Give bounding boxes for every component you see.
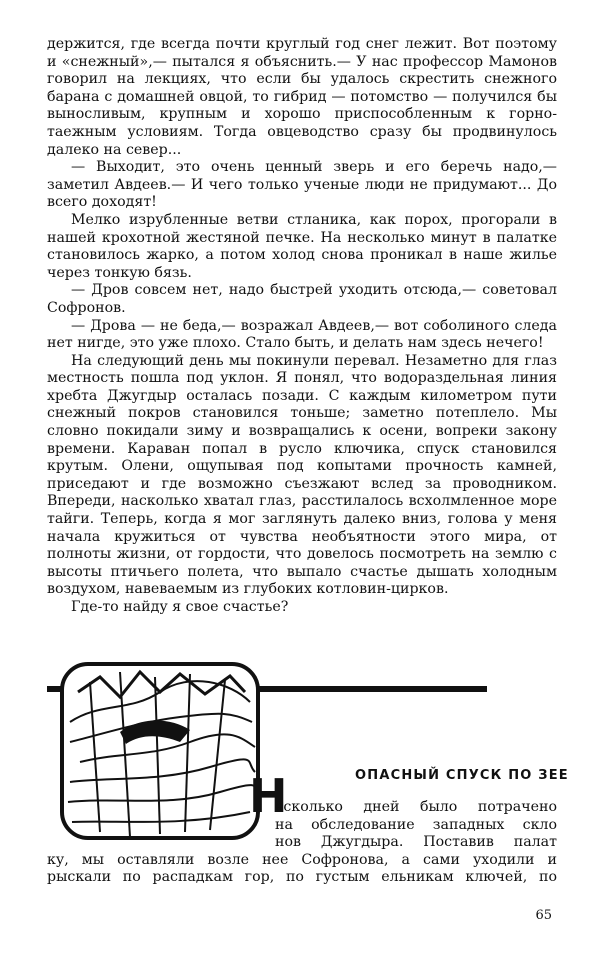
text-line: на обследование западных скло [275,816,557,833]
drop-cap: Н [249,769,288,823]
text-line: ку, мы оставляли возле нее Софронова, а сами уходили и [47,851,557,868]
paragraph: Где-то найду я свое счастье? [71,599,289,615]
text-line: рыскали по распадкам гор, по густым ельникам ключей, по [47,869,557,886]
body-text [47,36,557,617]
text-line: нов Джугдыра. Поставив палат [275,834,557,851]
paragraph: — Выходит, это очень ценный зверь и его беречь надо,— заметил Авдеев.— И чего только ученые люди не придумают... До всего доходят! [47,159,557,211]
paragraph: держится, где всегда почти круглый год снег лежит. Вот поэтому и «снежный»,— пытался я объяснить.— У нас профессор Мамонов говорил на лекциях, что если бы удалось скрестить снежного барана с домашней овцой, то гибрид — потомство — получился бы выносливым, крупным и хорошо приспособленным к горно-таежным условиям. Тогда овцеводство сразу бы продвинулось далеко на север... [47,36,557,158]
paragraph: На следующий день мы покинули перевал. Незаметно для глаз местность пошла под уклон. Я понял, что водораздельная линия хребта Джугдыр осталась позади. С каждым километром пути снежный покров становился тоньше; заметно потеплело. Мы словно покидали зиму и возвращались к осени, вопреки закону времени. Караван попал в русло ключика, спуск становился крутым. Олени, ощупывая под копытами прочность камней, приседают и где возможно съезжают вслед за проводником. Впереди, насколько хватал глаз, расстилалось всхолмленное море тайги. Теперь, когда я мог заглянуть далеко вниз, голова у меня начала кружиться от чувства необъятности этого мира, от полноты жизни, от гордости, что довелось посмотреть на землю с высоты птичьего полета, что выпало счастье дышать холодным воздухом, навеваемым из глубоких котловин-цирков. [47,352,557,598]
paragraph: Мелко изрубленные ветви стланика, как порох, прогорали в нашей крохотной жестяной печке. На несколько минут в палатке становилось жарко, а потом холод снова проникал в наше жилье через тонкую бязь. [47,211,557,281]
paragraph: — Дрова — не беда,— возражал Авдеев,— вот соболиного следа нет нигде, это уже плохо. Стало быть, и делать нам здесь нечего! [47,317,557,352]
text-line: есколько дней было потрачено [275,799,557,815]
section-heading: ОПАСНЫЙ СПУСК ПО ЗЕЕ [355,768,569,783]
page-number: 65 [535,908,552,923]
paragraph: — Дров совсем нет, надо быстрей уходить отсюда,— советовал Софронов. [47,282,557,316]
section-text [47,799,557,887]
